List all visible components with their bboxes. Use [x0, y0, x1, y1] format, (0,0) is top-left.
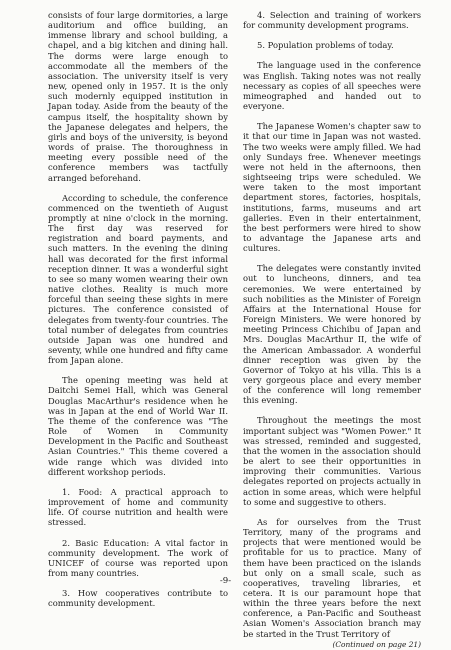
workshop-item-food: 1. Food: A practical approach to improvement of home and community life. Of course nutrition and health were stressed.	[48, 486, 228, 528]
continued-note: (Continued on page 21)	[332, 639, 421, 649]
paragraph-language: The language used in the conference was English. Taking notes was not really necessary as copies of all speeches were mimeographed and handed out to everyone.	[243, 60, 421, 112]
paragraph-japanese-chapter: The Japanese Women's chapter saw to it that our time in Japan was not wasted. The two weeks were amply filled. We had only Sundays free. Whenever meetings were not held in the afternoons, then sightseeing trips were scheduled. We were taken to the most important department stores, factories, hospitals, institutions, farms, museums and art galleries. Even in their entertainment, the best performers were hired to show to advantage the Japanese arts and cultures.	[243, 121, 421, 254]
workshop-item-population: 5. Population problems of today.	[257, 40, 394, 51]
workshop-item-training: 4. Selection and training of workers for community development programs.	[243, 10, 421, 31]
paragraph-entertainment: The delegates were constantly invited out to luncheons, dinners, and tea ceremonies. We were entertained by such nobilities as the Minister of Foreign Affairs at the International House for Foreign Ministers. We were honored by meeting Princess Chichibu of Japan and Mrs. Douglas MacArthur II, the wife of the American Ambassador. A wonderful dinner reception was given by the Governor of Tokyo at his villa. This is a very gorgeous place and every member of the conference will long remember this evening.	[243, 263, 421, 406]
paragraph-opening-meeting: The opening meeting was held at Daitchi Semei Hall, which was General Douglas MacArthur's residence when he was in Japan at the end of World War II. The theme of the conference was "The Role of Women in Community Development in the Pacific and Southeast Asian Countries." This theme covered a wide range which was divided into different workshop periods.	[48, 375, 228, 477]
paragraph-trust-territory: As for ourselves from the Trust Territory, many of the programs and projects that were mentioned would be profitable for us to practice. Many of them have been practiced on the islands but only on a small scale, such as cooperatives, traveling libraries, et cetera. It is our paramount hope that within the three years before the next conference, a Pan-Pacific and Southeast Asian Women's Association branch may be started in the Trust Territory of	[243, 516, 421, 639]
paragraph-women-power: Throughout the meetings the most important subject was "Women Power." It was stressed, reminded and suggested, that the women in the association should be alert to see their opportunities in improving their communities. Various delegates reported on projects actually in action in some areas, which were helpful to some and suggestive to others.	[243, 415, 421, 507]
right-column	[243, 10, 421, 650]
paragraph-dormitories: consists of four large dormitories, a large auditorium and office building, an immense library and school building, a chapel, and a big kitchen and dining hall. The dorms were large enough to accommodate all the members of the association. The university itself is very new, opened only in 1957. It is the only such modernly equipped institution in Japan today. Aside from the beauty of the campus itself, the hospitality shown by the Japanese delegates and helpers, the girls and boys of the university, is beyond words of praise. The thoroughness in meeting every possible need of the conference members was tactfully arranged beforehand.	[48, 10, 228, 183]
workshop-item-cooperatives: 3. How cooperatives contribute to community development.	[48, 588, 228, 609]
workshop-item-basic-education: 2. Basic Education: A vital factor in community development. The work of UNICEF of course was reported upon from many countries.	[48, 537, 228, 578]
paragraph-schedule: According to schedule, the conference commenced on the twentieth of August promptly at nine o'clock in the morning. The first day was reserved for registration and board payments, and such matters. In the evening the dining hall was decorated for the first informal reception dinner. It was a wonderful sight to see so many women wearing their own native clothes. Reality is much more forceful than seeing these sights in mere pictures. The conference consisted of delegates from twenty-four countries. The total number of delegates from countries outside Japan was one hundred and seventy, while one hundred and fifty came from Japan alone.	[48, 192, 228, 366]
page-number: -9-	[219, 576, 232, 586]
left-column	[48, 10, 228, 618]
